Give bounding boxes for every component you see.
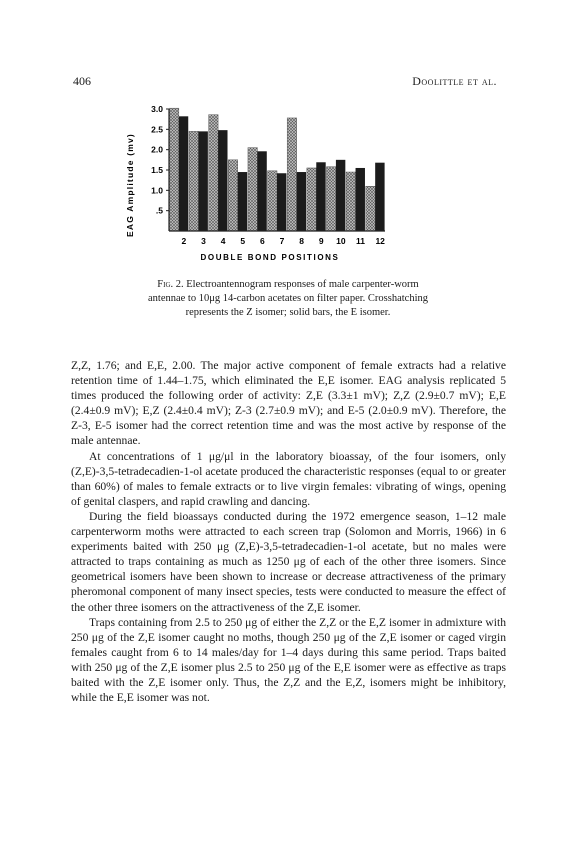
body-paragraph: Z,Z, 1.76; and E,E, 2.00. The major active component of female extracts had a relative retention time of 1.44–1.75, which eliminated the E,E isomer. EAG analysis replicated 5 times produced the following order of activity: Z,E (3.3±1 mV); Z,Z (2.9±0.7 mV); E,E (2.4±0.9 mV); E,Z (2.4±0.4 mV); Z-3 (2.7±0.9 mV); and E-5 (2.0±0.9 mV). Therefore, the Z-3, E-5 isomer had the correct retention time and was the most active by response of the male antennae. bbox=[71, 359, 506, 448]
y-axis-label: EAG Amplitude (mv) bbox=[125, 133, 135, 237]
bar-e-isomer-5 bbox=[238, 172, 247, 231]
bar-z-isomer-7 bbox=[268, 171, 277, 231]
bars-group bbox=[169, 108, 384, 231]
bar-z-isomer-3 bbox=[189, 131, 198, 231]
x-tick-label: 10 bbox=[336, 236, 346, 246]
x-tick-label: 5 bbox=[240, 236, 246, 246]
y-tick-label: 2.5 bbox=[151, 124, 163, 135]
eag-bar-chart bbox=[0, 0, 567, 280]
body-paragraph: During the field bioassays conducted during the 1972 emergence season, 1–12 male carpenterworm moths were attracted to each screen trap (Solomon and Morris, 1966) in 6 experiments baited with 250 μg (Z,E)-3,5-tetradecadien-1-ol acetate, but no males were attracted to traps containing as much as 1250 μg of each of the other three isomers. Since geometrical isomers have been shown to increase or decrease attractiveness of the primary pheromonal component of many insect species, tests were conducted to measure the effect of the other three isomers on the attractiveness of the Z,E isomer. bbox=[71, 509, 506, 614]
x-tick-label: 11 bbox=[356, 236, 366, 246]
bar-z-isomer-9 bbox=[307, 168, 316, 231]
bar-e-isomer-3 bbox=[198, 131, 207, 231]
x-tick-label: 7 bbox=[279, 236, 285, 246]
x-tick-label: 9 bbox=[318, 236, 324, 246]
bar-z-isomer-11 bbox=[346, 172, 355, 231]
body-text bbox=[71, 358, 506, 705]
y-tick-label: 2.0 bbox=[151, 144, 163, 155]
figure-caption-text: Electroantennogram responses of male carpenter-worm antennae to 10μg 14-carbon acetates on filter paper. Crosshatching represents the Z isomer; solid bars, the E isomer. bbox=[148, 279, 428, 318]
figure-caption bbox=[138, 278, 438, 320]
page-number: 406 bbox=[73, 74, 91, 88]
y-ticks-group bbox=[151, 104, 169, 216]
bar-e-isomer-4 bbox=[218, 130, 227, 231]
x-tick-label: 2 bbox=[181, 236, 187, 246]
bar-e-isomer-11 bbox=[356, 168, 365, 231]
body-paragraph: Traps containing from 2.5 to 250 μg of either the Z,Z or the E,Z isomer in admixture with 250 μg of the Z,E isomer caught no moths, though 250 μg of the Z,E isomer or caged virgin females caught from 6 to 14 males/day for 1–4 days during this same period. Traps baited with 250 μg of the Z,E isomer plus 2.5 to 250 μg of the E,E isomer were as effective as traps baited with the Z,E isomer only. Thus, the Z,Z and the E,Z, isomers might be inhibitory, while the E,E isomer was not. bbox=[71, 615, 506, 705]
bar-z-isomer-12 bbox=[366, 186, 375, 231]
y-tick-label: .5 bbox=[155, 205, 163, 216]
x-tick-label: 8 bbox=[299, 236, 305, 246]
bar-z-isomer-10 bbox=[326, 167, 335, 231]
bar-e-isomer-6 bbox=[257, 151, 266, 231]
bar-e-isomer-12 bbox=[375, 163, 384, 231]
bar-z-isomer-2 bbox=[169, 108, 178, 231]
x-tick-label: 4 bbox=[220, 236, 226, 246]
bar-e-isomer-10 bbox=[336, 160, 345, 231]
y-tick-label: 1.0 bbox=[151, 185, 163, 196]
bar-e-isomer-7 bbox=[277, 173, 286, 231]
bar-z-isomer-5 bbox=[228, 160, 237, 231]
y-tick-label: 3.0 bbox=[151, 104, 163, 114]
bar-e-isomer-2 bbox=[179, 116, 188, 231]
x-tick-label: 3 bbox=[201, 236, 206, 246]
x-ticks-group bbox=[181, 236, 385, 246]
bar-e-isomer-9 bbox=[316, 162, 325, 231]
y-tick-label: 1.5 bbox=[151, 165, 163, 175]
x-tick-label: 12 bbox=[375, 236, 385, 246]
running-header-authors: Doolittle et al. bbox=[412, 74, 497, 88]
bar-z-isomer-6 bbox=[248, 148, 257, 231]
x-tick-label: 6 bbox=[259, 236, 265, 246]
x-axis-label: DOUBLE BOND POSITIONS bbox=[200, 253, 340, 262]
body-paragraph: At concentrations of 1 μg/μl in the laboratory bioassay, of the four isomers, only (Z,E)-3,5-tetradecadien-1-ol acetate produced the characteristic responses (equal to or greater than 60%) of males to female extracts or to live virgin females: vibrating of wings, opening of genital claspers, and rapid crawling and dancing. bbox=[71, 449, 506, 508]
figure-label: Fig. 2. bbox=[157, 279, 184, 290]
bar-z-isomer-8 bbox=[287, 118, 296, 231]
bar-z-isomer-4 bbox=[209, 115, 218, 231]
bar-e-isomer-8 bbox=[297, 172, 306, 231]
